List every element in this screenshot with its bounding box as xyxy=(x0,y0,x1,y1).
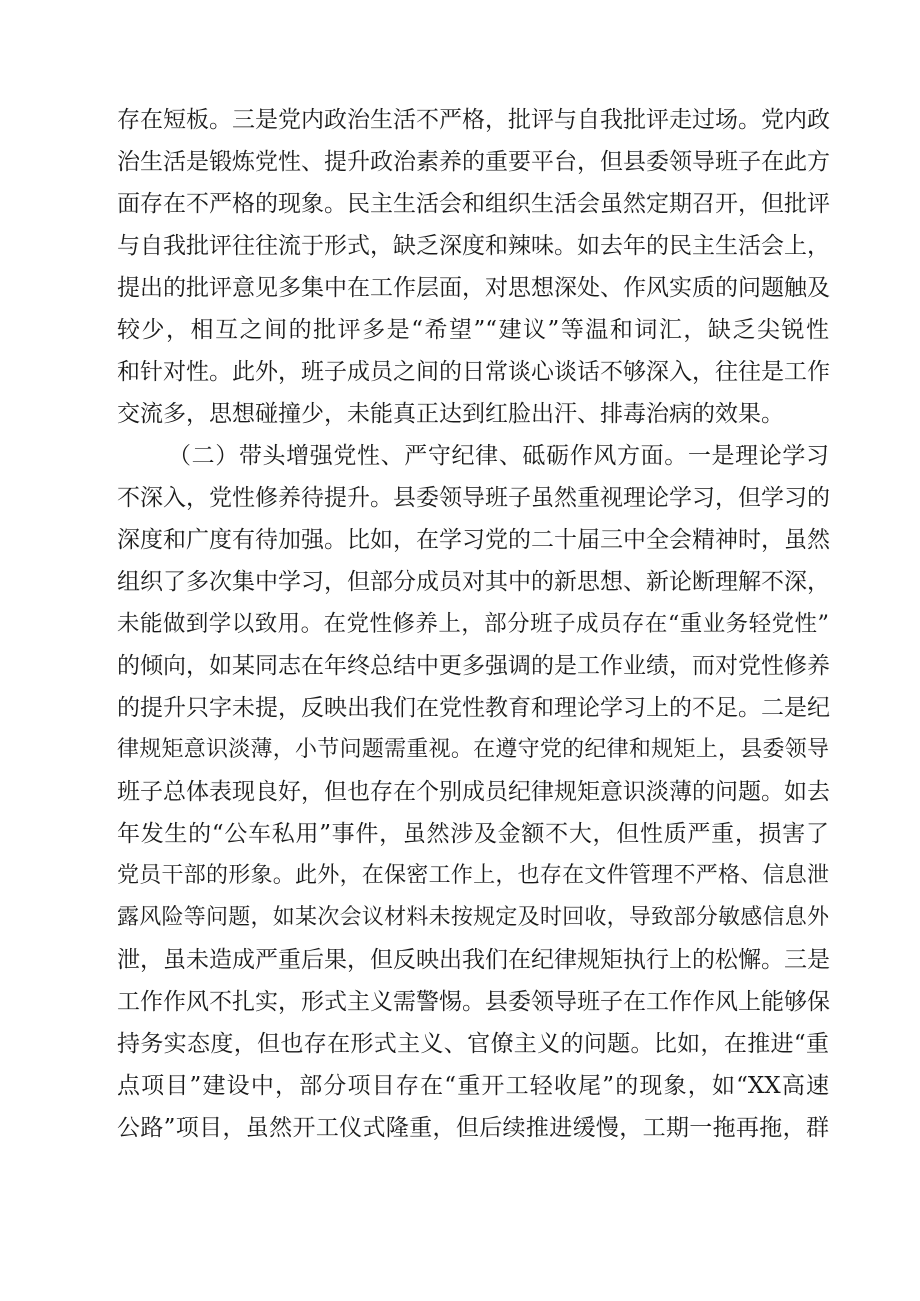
body-text-line: 治生活是锻炼党性、提升政治素养的重要平台，但县委领导班子在此方 xyxy=(117,149,830,175)
body-text-line: 不深入，党性修养待提升。县委领导班子虽然重视理论学习，但学习的 xyxy=(117,485,830,511)
body-text-line: 持务实态度，但也存在形式主义、官僚主义的问题。比如，在推进“重 xyxy=(117,1031,829,1057)
body-text-line: 的倾向，如某同志在年终总结中更多强调的是工作业绩，而对党性修养 xyxy=(117,653,830,679)
body-text-line: 泄，虽未造成严重后果，但反映出我们在纪律规矩执行上的松懈。三是 xyxy=(117,947,830,973)
paragraph-last-line: 交流多，思想碰撞少，未能真正达到红脸出汗、排毒治病的效果。 xyxy=(117,401,784,427)
body-text-line: 较少，相互之间的批评多是“希望”“建议”等温和词汇，缺乏尖锐性 xyxy=(117,317,829,343)
body-text-line: 年发生的“公车私用”事件，虽然涉及金额不大，但性质严重，损害了 xyxy=(117,821,829,847)
body-text-line: 露风险等问题，如某次会议材料未按规定及时回收，导致部分敏感信息外 xyxy=(117,905,829,930)
body-text-line: 点项目”建设中，部分项目存在“重开工轻收尾”的现象，如“XX高速 xyxy=(117,1073,829,1099)
body-text-line: 未能做到学以致用。在党性修养上，部分班子成员存在“重业务轻党性” xyxy=(117,611,829,637)
body-text-line: 工作作风不扎实，形式主义需警惕。县委领导班子在工作作风上能够保 xyxy=(117,989,830,1015)
body-text-line: 深度和广度有待加强。比如，在学习党的二十届三中全会精神时，虽然 xyxy=(117,527,830,553)
body-text-line: 党员干部的形象。此外，在保密工作上，也存在文件管理不严格、信息泄 xyxy=(117,863,829,888)
body-text-line: 的提升只字未提，反映出我们在党性教育和理论学习上的不足。二是纪 xyxy=(117,695,830,721)
body-text-line: 面存在不严格的现象。民主生活会和组织生活会虽然定期召开，但批评 xyxy=(117,191,830,217)
body-text-line: 律规矩意识淡薄，小节问题需重视。在遵守党的纪律和规矩上，县委领导 xyxy=(117,737,829,762)
body-text-line: 与自我批评往往流于形式，缺乏深度和辣味。如去年的民主生活会上， xyxy=(117,233,830,259)
body-text-line: 班子总体表现良好，但也存在个别成员纪律规矩意识淡薄的问题。如去 xyxy=(117,779,830,805)
body-text-line: 提出的批评意见多集中在工作层面，对思想深处、作风实质的问题触及 xyxy=(117,275,830,301)
body-text-line: 存在短板。三是党内政治生活不严格，批评与自我批评走过场。党内政 xyxy=(117,107,830,133)
body-text-line: 和针对性。此外，班子成员之间的日常谈心谈话不够深入，往往是工作 xyxy=(117,359,830,385)
body-text-line: 组织了多次集中学习，但部分成员对其中的新思想、新论断理解不深， xyxy=(117,569,830,595)
section-heading-line: （二）带头增强党性、严守纪律、砥砺作风方面。一是理论学习 xyxy=(168,443,829,469)
body-text-line: 公路”项目，虽然开工仪式隆重，但后续推进缓慢，工期一拖再拖，群 xyxy=(117,1115,829,1141)
